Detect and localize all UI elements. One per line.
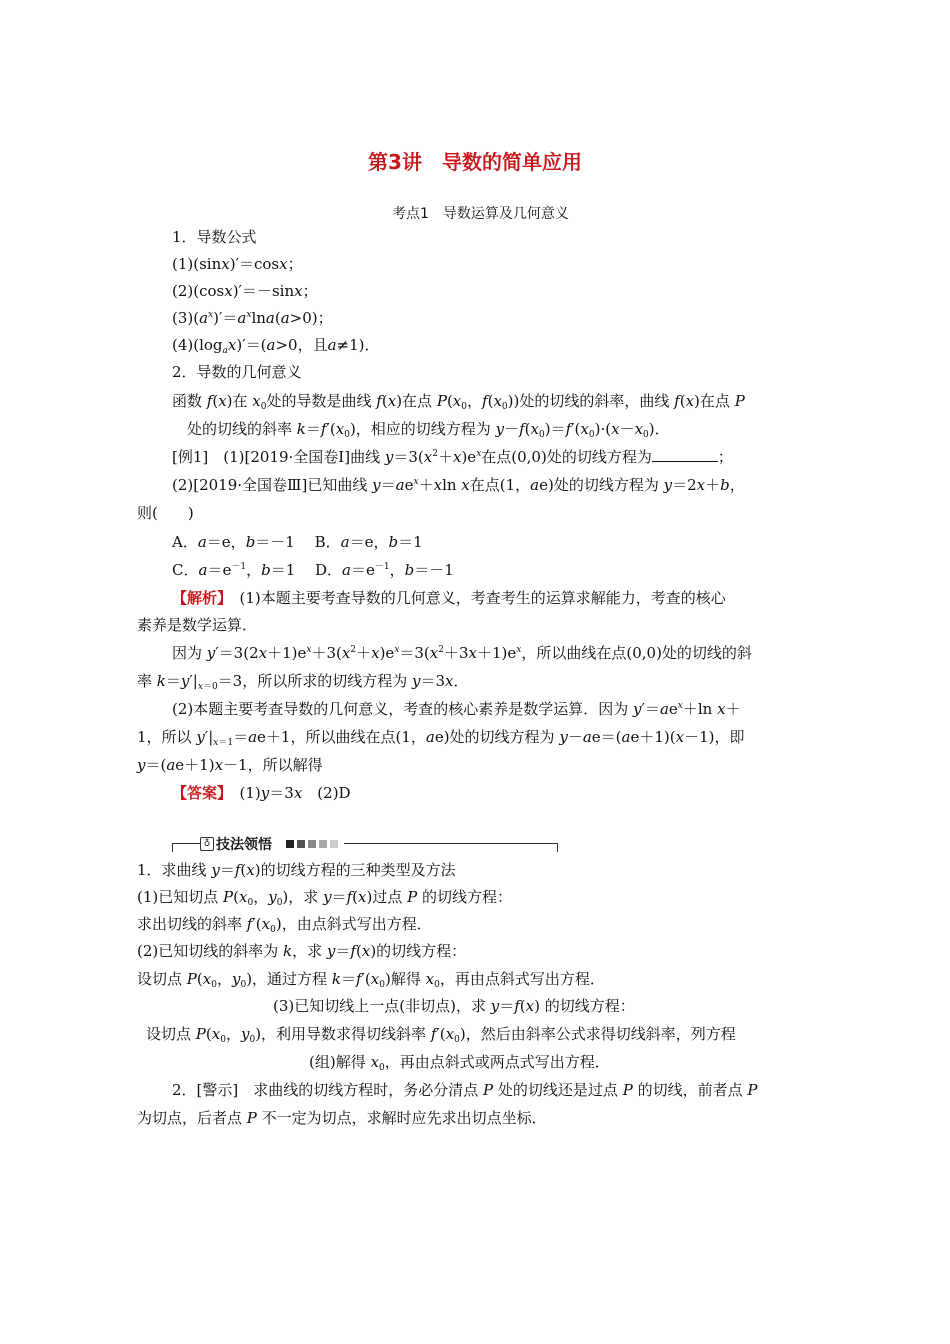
geometry-text-2: 处的切线的斜率 $k=f'(x_0)$，相应的切线方程为 $y-f(x_0)=f'(x_0)\cdot(x-x_0)$． [187,420,670,440]
technique-6: (3)已知切线上一点(非切点)，求 y＝f(x) 的切线方程： [273,997,635,1015]
technique-8: (组)解得 $x_0$，再由点斜式或两点式写出方程． [309,1053,610,1073]
page-title: 第3讲 导数的简单应用 [368,150,582,174]
formula-4: $(4)(\log_ax)'=(a>0$，且a≠1)． [172,336,380,356]
answer-blank[interactable] [652,447,718,462]
technique-4: (2)已知切线的斜率为 k，求 y＝f(x)的切线方程： [137,942,467,960]
options-ab: A．a＝e，b＝－1 B．a＝e，b＝1 [172,533,423,551]
solution-6: y＝(ae＋1)x－1，所以解得 [137,756,323,774]
solution-4: (2)本题主要考查导数的几何意义，考查的核心素养是数学运算．因为 $y'=ae^x+\ln$ x＋ [172,700,741,718]
formula-3: $(3)(a^x)'=a^x\ln a(a>0)$； [172,309,333,327]
technique-2: (1)已知切点 $P(x_0$，$y_0$)，求 y＝f(x)过点 P 的切线方程： [137,888,513,908]
warning-1: 2．[警示] 求曲线的切线方程时，务必分清点 P 处的切线还是过点 P 的切线，前者点 P [172,1081,758,1099]
solution-3: 率 $k=y'|_{x=0}=3$，所以所求的切线方程为 y＝3x． [137,672,469,692]
solution-1: 【解析】 (1)本题主要考查导数的几何意义，考查考生的运算求解能力，考查的核心 [172,589,726,607]
section-heading: 考点1 导数运算及几何意义 [392,206,569,222]
formula-1: (1)(sinx)′＝cosx； [172,255,303,273]
banner-label: 技法领悟 [216,834,274,854]
solution-1b: 素养是数学运算． [137,616,258,634]
example-2: (2)[2019·全国卷Ⅲ]已知曲线 $y=ae^x+xln$ x在点(1，ae)处的切线方程为 y＝2x＋b， [172,476,745,494]
lightbulb-icon: ♁ [200,837,214,851]
options-cd: C．$a=e^{-1}$，b＝1 D．$a=e^{-1}$，b＝－1 [172,561,454,579]
example-2-cont: 则( ) [137,504,194,522]
geometry-text-1: 函数 f(x)在 $x_0$处的导数是曲线 f(x)在点 $P(x_0$，$f(x_0)$)处的切线的斜率，曲线 f(x)在点 P [172,392,745,412]
formula-2: (2)(cosx)′＝－sinx； [172,282,318,300]
technique-banner [172,836,558,852]
formula-heading: 1．导数公式 [172,228,257,246]
solution-5: 1，所以 $y'|_{x=1}=ae+1$，所以曲线在点(1，ae)处的切线方程为 y－ae＝(ae＋1)(x－1)，即 [137,728,745,748]
technique-3: 求出切线的斜率 $f'(x_0)$，由点斜式写出方程． [137,915,432,935]
technique-7: 设切点 $P(x_0$，$y_0$)，利用导数求得切线斜率 $f'(x_0)$，然后由斜率公式求得切线斜率，列方程 [146,1025,736,1045]
warning-2: 为切点，后者点 P 不一定为切点，求解时应先求出切点坐标． [137,1109,547,1127]
geometry-heading: 2．导数的几何意义 [172,363,302,381]
example-1: [例1] (1)[2019·全国卷Ⅰ]曲线 $y=3(x^2+x)e^x$在点(0,0)处的切线方程为 ； [172,448,733,466]
solution-2: 因为 $y'=3(2x+1)e^x+3(x^2+x)e^x=3(x^2+3x+1)e^x$，所以曲线在点(0,0)处的切线的斜 [172,644,752,662]
answer-line: 【答案】 (1)y＝3x (2)D [172,784,351,802]
technique-5: 设切点 $P(x_0$，$y_0$)，通过方程 $k=f'(x_0)$解得 $x_0$，再由点斜式写出方程． [137,970,605,990]
technique-1: 1．求曲线 y＝f(x)的切线方程的三种类型及方法 [137,861,456,879]
